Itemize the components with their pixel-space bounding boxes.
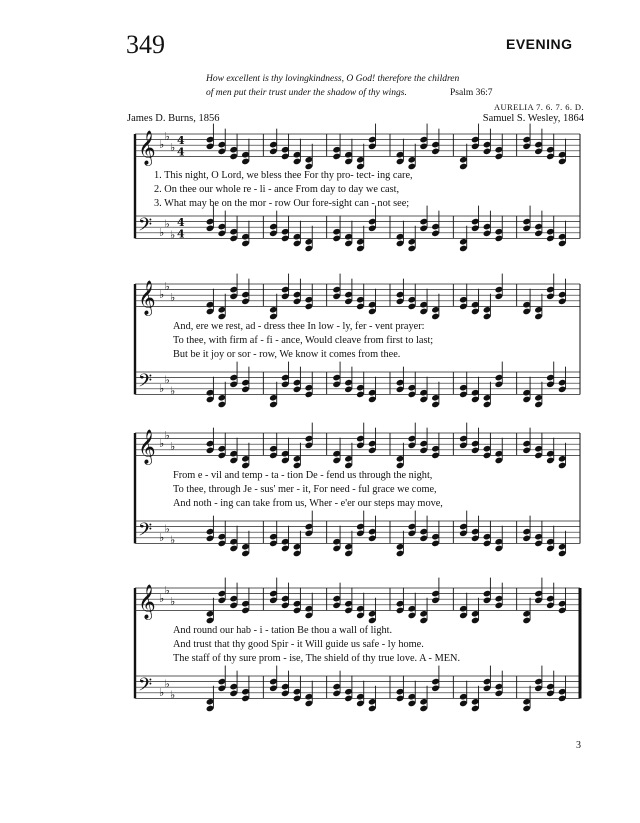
treble-clef-icon: 𝄞 <box>138 130 156 166</box>
flat-icon: ♭ <box>159 225 165 239</box>
composer-credit: Samuel S. Wesley, 1864 <box>482 113 584 124</box>
time-signature-bottom: 4 <box>177 145 185 159</box>
scripture-line-1: How excellent is thy lovingkindness, O God! therefore the children <box>206 74 460 84</box>
flat-icon: ♭ <box>164 129 170 143</box>
flat-icon: ♭ <box>164 428 170 442</box>
lyric-line: And trust that thy good Spir - it Will guide us safe - ly home. <box>173 639 424 650</box>
bass-clef-icon: 𝄢 <box>138 214 153 240</box>
treble-clef-icon: 𝄞 <box>138 584 156 620</box>
lyric-line: And noth - ing can take from us, Wher - e'er our steps may move, <box>173 498 443 509</box>
lyric-line: From e - vil and temp - ta - tion De - fend us through the night, <box>173 470 433 481</box>
lyric-line: To thee, through Je - sus' mer - it, For need - ful grace we come, <box>173 484 437 495</box>
flat-icon: ♭ <box>170 291 176 304</box>
section-title: EVENING <box>506 36 573 52</box>
lyric-line: The staff of thy sure prom - ise, The shield of thy true love. A - MEN. <box>173 653 461 664</box>
flat-icon: ♭ <box>159 685 165 699</box>
flat-icon: ♭ <box>164 522 170 536</box>
scripture-reference: Psalm 36:7 <box>450 88 493 98</box>
bass-clef-icon: 𝄢 <box>138 674 153 700</box>
flat-icon: ♭ <box>159 437 165 451</box>
bass-clef-icon: 𝄢 <box>138 370 153 396</box>
time-signature-top: 4 <box>177 134 185 148</box>
flat-icon: ♭ <box>170 595 176 608</box>
flat-icon: ♭ <box>170 384 176 398</box>
treble-clef-icon: 𝄞 <box>138 429 156 465</box>
flat-icon: ♭ <box>159 288 165 302</box>
lyric-line: 1. This night, O Lord, we bless thee For thy pro- tect- ing care, <box>154 170 413 181</box>
page-mark: 3 <box>576 740 581 751</box>
time-signature-bottom: 4 <box>177 227 185 241</box>
flat-icon: ♭ <box>159 592 165 606</box>
flat-icon: ♭ <box>159 530 165 544</box>
lyric-line: But be it joy or sor - row, We know it comes from thee. <box>173 349 401 360</box>
treble-clef-icon: 𝄞 <box>138 280 156 316</box>
flat-icon: ♭ <box>164 279 170 293</box>
bass-clef-icon: 𝄢 <box>138 519 153 545</box>
tune-name: AURELIA 7. 6. 7. 6. D. <box>493 102 584 112</box>
lyric-line: And, ere we rest, ad - dress thee In low - ly, fer - vent prayer: <box>173 321 425 332</box>
flat-icon: ♭ <box>164 217 170 231</box>
flat-icon: ♭ <box>159 381 165 395</box>
flat-icon: ♭ <box>170 141 176 154</box>
scripture-line-2: of men put their trust under the shadow of thy wings. <box>206 88 407 98</box>
flat-icon: ♭ <box>164 373 170 387</box>
lyric-line: 3. What may be on the mor - row Our fore-sight can - not see; <box>154 198 410 209</box>
flat-icon: ♭ <box>164 583 170 597</box>
flat-icon: ♭ <box>164 677 170 691</box>
hymn-number: 349 <box>126 30 165 59</box>
flat-icon: ♭ <box>170 440 176 453</box>
time-signature-top: 4 <box>177 216 185 230</box>
lyric-line: To thee, with firm af - fi - ance, Would cleave from first to last; <box>173 335 434 346</box>
flat-icon: ♭ <box>170 228 176 242</box>
lyric-line: 2. On thee our whole re - li - ance From day to day we cast, <box>154 184 400 195</box>
author-credit: James D. Burns, 1856 <box>127 113 220 124</box>
flat-icon: ♭ <box>170 688 176 702</box>
lyric-line: And round our hab - i - tation Be thou a wall of light. <box>173 625 393 636</box>
flat-icon: ♭ <box>170 533 176 547</box>
flat-icon: ♭ <box>159 138 165 152</box>
